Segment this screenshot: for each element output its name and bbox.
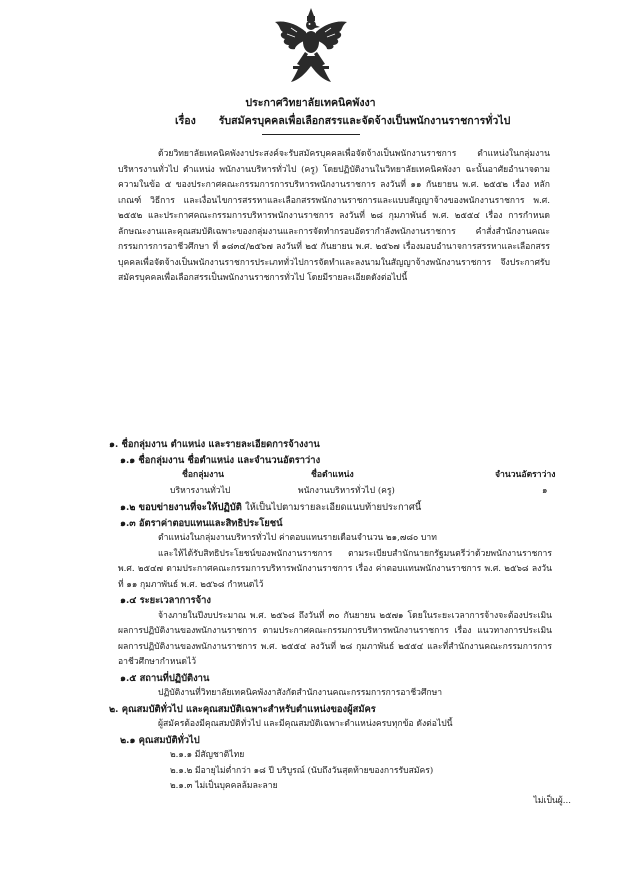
table-header-position: ชื่อตำแหน่ง	[311, 470, 354, 480]
section-1-1-heading: ๑.๑ ชื่อกลุ่มงาน ชื่อตำแหน่ง และจำนวนอัตราว่าง	[120, 454, 321, 466]
continuation-note: ไม่เป็นผู้...	[533, 796, 571, 806]
section-1-5-text: ปฏิบัติงานที่วิทยาลัยเทคนิคพังงาสังกัดสำนักงานคณะกรรมการการอาชีวศึกษา	[158, 688, 443, 698]
table-cell-position: พนักงานบริหารทั่วไป (ครู)	[298, 486, 395, 496]
table-cell-group: บริหารงานทั่วไป	[170, 486, 231, 496]
intro-paragraph: ด้วยวิทยาลัยเทคนิคพังงาประสงค์จะรับสมัครบุคคลเพื่อจัดจ้างเป็นพนักงานราชการ ตำแหน่งในกลุ่มงานบริหารงานทั่วไป ตำแหน่ง พนักงานบริหารทั่วไป (ครู) โดยปฏิบัติงานในวิทยาลัยเทคนิคพังงา ฉะนั้นอาศัยอำนาจตามความในข้อ ๕ ของประกาศคณะกรรมการการบริหารพนักงานราชการ ลงวันที่ ๑๑ กันยายน พ.ศ. ๒๕๕๒ เรื่อง หลักเกณฑ์ วิธีการ และเงื่อนไขการสรรหาและเลือกสรรพนักงานราชการและแบบสัญญาจ้างของพนักงานราชการ พ.ศ. ๒๕๕๒ และประกาศคณะกรรมการบริหารพนักงานราชการ ลงวันที่ ๒๘ กุมภาพันธ์ พ.ศ. ๒๕๕๔ เรื่อง การกำหนดลักษณะงานและคุณสมบัติเฉพาะของกลุ่มงานและการจัดทำกรอบอัตรากำลังพนักงานราชการ คำสั่งสำนักงานคณะกรรมการการอาชีวศึกษา ที่ ๑๘๓๔/๒๕๖๗ ลงวันที่ ๒๕ กันยายน พ.ศ. ๒๕๖๗ เรื่องมอบอำนาจการสรรหาและเลือกสรรบุคคลเพื่อจัดจ้างเป็นพนักงานราชการประเภททั่วไปการจัดทำและลงนามในสัญญาจ้างพนักงานราชการ จึงประกาศรับสมัครบุคคลเพื่อเลือกสรรเป็นพนักงานราชการทั่วไป โดยมีรายละเอียดดังต่อไปนี้	[118, 149, 550, 283]
section-2-text: ผู้สมัครต้องมีคุณสมบัติทั่วไป และมีคุณสมบัติเฉพาะตำแหน่งครบทุกข้อ ดังต่อไปนี้	[158, 719, 453, 729]
subject-text: รับสมัครบุคคลเพื่อเลือกสรรและจัดจ้างเป็นพนักงานราชการทั่วไป	[218, 115, 511, 127]
section-1-5-heading: ๑.๕ สถานที่ปฏิบัติงาน	[120, 672, 210, 684]
section-1-3-heading: ๑.๓ อัตราค่าตอบแทนและสิทธิประโยชน์	[120, 517, 283, 529]
table-cell-count: ๑	[542, 486, 548, 496]
section-2-1-heading: ๒.๑ คุณสมบัติทั่วไป	[120, 734, 200, 746]
garuda-emblem-icon	[273, 6, 349, 88]
section-1-2-text: ให้เป็นไปตามรายละเอียดแนบท้ายประกาศนี้	[245, 502, 422, 513]
table-header-count: จำนวนอัตราว่าง	[495, 470, 556, 480]
section-1-heading: ๑. ชื่อกลุ่มงาน ตำแหน่ง และรายละเอียดการจ้างงาน	[109, 439, 320, 450]
list-item: ๒.๑.๒ มีอายุไม่ต่ำกว่า ๑๘ ปี บริบูรณ์ (นับถึงวันสุดท้ายของการรับสมัคร)	[170, 765, 434, 776]
section-2-heading: ๒. คุณสมบัติทั่วไป และคุณสมบัติเฉพาะสำหรับตำแหน่งของผู้สมัคร	[109, 703, 376, 715]
section-1-3-salary: ตำแหน่งในกลุ่มงานบริหารทั่วไป ค่าตอบแทนรายเดือนจำนวน ๒๑,๗๘๐ บาท	[158, 533, 437, 543]
announcement-subject	[175, 115, 595, 129]
announcement-title: ประกาศวิทยาลัยเทคนิคพังงา	[245, 97, 376, 109]
title-divider	[262, 134, 360, 135]
list-item: ๒.๑.๑ มีสัญชาติไทย	[170, 750, 245, 760]
section-1-2-heading: ๑.๒ ขอบข่ายงานที่จะให้ปฏิบัติ	[120, 502, 242, 513]
section-1	[0, 437, 621, 795]
subject-label: เรื่อง	[175, 115, 196, 127]
section-1-4-paragraph: จ้างภายในปีงบประมาณ พ.ศ. ๒๕๖๘ ถึงวันที่ ๓๐ กันยายน ๒๕๗๑ โดยในระยะเวลาการจ้างจะต้องประเมินผลการปฏิบัติงานของพนักงานราชการ ตามประกาศคณะกรรมการบริหารพนักงานราชการ เรื่อง แนวทางการประเมินผลการปฏิบัติงานของพนักงานราชการ พ.ศ. ๒๕๕๔ ลงวันที่ ๒๘ กุมภาพันธ์ ๒๕๕๔ และที่สำนักงานคณะกรรมการการอาชีวศึกษากำหนดไว้	[118, 610, 552, 667]
list-item: ๒.๑.๓ ไม่เป็นบุคคลล้มละลาย	[170, 781, 278, 791]
vacancy-table	[0, 468, 621, 500]
section-1-4-heading: ๑.๔ ระยะเวลาการจ้าง	[120, 595, 211, 606]
section-1-3-paragraph: และให้ได้รับสิทธิประโยชน์ของพนักงานราชการ ตามระเบียบสำนักนายกรัฐมนตรีว่าด้วยพนักงานราชการ พ.ศ. ๒๕๔๗ ตามประกาศคณะกรรมการบริหารพนักงานราชการ เรื่อง ค่าตอบแทนพนักงานราชการ พ.ศ. ๒๕๖๘ ลงวันที่ ๑๑ กุมภาพันธ์ พ.ศ. ๒๕๖๘ กำหนดไว้	[118, 548, 552, 590]
section-1-2	[120, 500, 621, 516]
table-header-group: ชื่อกลุ่มงาน	[182, 470, 225, 480]
